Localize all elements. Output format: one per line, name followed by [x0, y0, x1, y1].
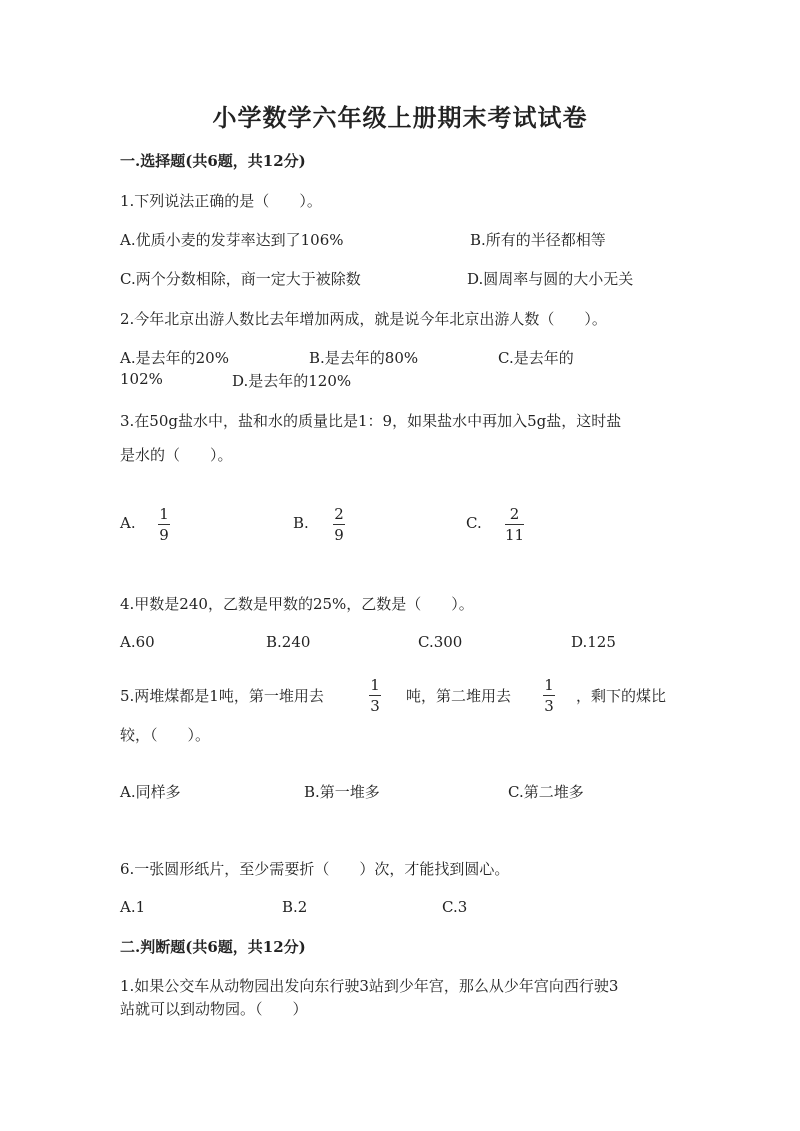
question-5-option-b: B.第一堆多 [304, 783, 380, 801]
question-3-option-c-fraction [505, 505, 524, 544]
fraction-numerator: 2 [334, 505, 344, 523]
question-4-option-b: B.240 [266, 633, 311, 651]
question-6-option-b: B.2 [282, 898, 308, 916]
question-5-fraction-2 [543, 676, 555, 715]
question-2-stem: 2.今年北京出游人数比去年增加两成，就是说今年北京出游人数（ ）。 [120, 310, 607, 328]
question-3-option-b-fraction [333, 505, 345, 544]
fraction-bar [369, 695, 381, 696]
question-2-option-a: A.是去年的20% [120, 349, 229, 367]
fraction-numerator: 1 [159, 505, 169, 523]
question-4-option-a: A.60 [120, 633, 155, 651]
fraction-denominator: 9 [159, 526, 169, 544]
section-heading-choice: 一.选择题(共6题，共12分) [120, 152, 306, 170]
question-5-option-a: A.同样多 [120, 783, 181, 801]
page-title: 小学数学六年级上册期末考试试卷 [212, 103, 588, 132]
fraction-bar [543, 695, 555, 696]
question-1-stem: 1.下列说法正确的是（ ）。 [120, 192, 322, 210]
fraction-denominator: 11 [505, 526, 525, 544]
judgement-1-stem-line1: 1.如果公交车从动物园出发向东行驶3站到少年宫，那么从少年宫向西行驶3 [120, 977, 619, 995]
fraction-denominator: 3 [544, 697, 554, 715]
question-1-option-c: C.两个分数相除，商一定大于被除数 [120, 270, 361, 288]
question-6-stem: 6.一张圆形纸片，至少需要折（ ）次，才能找到圆心。 [120, 860, 510, 878]
question-5-fraction-1 [369, 676, 381, 715]
question-5-stem-part2: 吨，第二堆用去 [406, 687, 512, 705]
question-6-option-a: A.1 [120, 898, 146, 916]
question-5-stem-line2: 较，（ ）。 [120, 726, 211, 744]
question-1-option-a: A.优质小麦的发芽率达到了106% [120, 231, 344, 249]
question-1-option-b: B.所有的半径都相等 [470, 231, 606, 249]
question-3-option-a-fraction [158, 505, 170, 544]
question-4-stem: 4.甲数是240，乙数是甲数的25%，乙数是（ ）。 [120, 595, 474, 613]
question-4-option-d: D.125 [571, 633, 616, 651]
question-2-option-c: C.是去年的 [498, 349, 574, 367]
fraction-bar [333, 524, 345, 525]
question-3-stem-line1: 3.在50g盐水中，盐和水的质量比是1：9，如果盐水中再加入5g盐，这时盐 [120, 412, 622, 430]
fraction-numerator: 1 [544, 676, 554, 694]
question-2-option-c-continued: 102% [120, 370, 163, 388]
fraction-numerator: 2 [509, 505, 520, 523]
question-3-option-a-label: A. [120, 514, 136, 532]
fraction-denominator: 3 [370, 697, 380, 715]
question-1-option-d: D.圆周率与圆的大小无关 [467, 270, 634, 288]
question-5-stem-part1: 5.两堆煤都是1吨，第一堆用去 [120, 687, 324, 705]
fraction-bar [505, 524, 524, 525]
section-heading-judgement: 二.判断题(共6题，共12分) [120, 938, 306, 956]
fraction-bar [158, 524, 170, 525]
question-2-option-b: B.是去年的80% [309, 349, 419, 367]
question-6-option-c: C.3 [442, 898, 468, 916]
question-2-option-d: D.是去年的120% [232, 372, 352, 390]
judgement-1-stem-line2: 站就可以到动物园。（ ） [120, 1000, 308, 1018]
question-3-stem-line2: 是水的（ ）。 [120, 446, 233, 464]
question-5-stem-part3: ，剩下的煤比 [576, 687, 667, 705]
question-5-option-c: C.第二堆多 [508, 783, 584, 801]
fraction-denominator: 9 [334, 526, 344, 544]
question-3-option-c-label: C. [466, 514, 482, 532]
question-4-option-c: C.300 [418, 633, 463, 651]
question-3-option-b-label: B. [293, 514, 309, 532]
fraction-numerator: 1 [370, 676, 380, 694]
